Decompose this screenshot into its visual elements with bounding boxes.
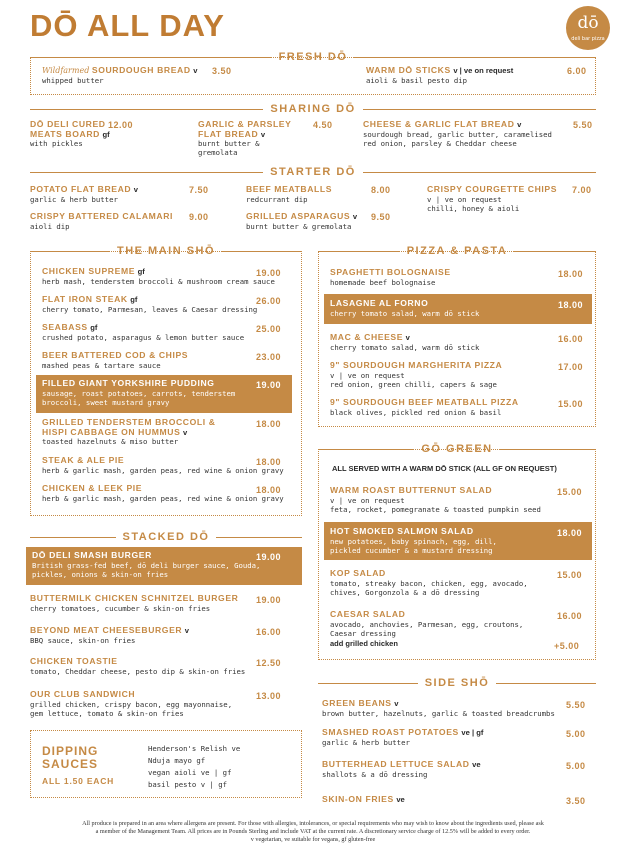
- menu-item: BEER BATTERED COD & CHIPS mashed peas & tartare sauce: [42, 350, 189, 370]
- section-heading-side: SIDE SHŌ: [318, 676, 596, 690]
- menu-item: GRILLED TENDERSTEM BROCCOLI & HISPI CABBAGE ON HUMMUS v toasted hazelnuts & miso butter: [42, 417, 216, 446]
- section-heading-green: GŌ GREEN: [318, 442, 596, 456]
- item-price: 19.00: [256, 380, 282, 390]
- item-price: 16.00: [557, 611, 583, 621]
- item-price: 15.00: [557, 570, 583, 580]
- dip-item: Henderson's Relish ve: [148, 744, 241, 753]
- item-price: 15.00: [558, 399, 584, 409]
- item-price: 7.50: [189, 185, 209, 195]
- menu-item: OUR CLUB SANDWICH grilled chicken, crispy bacon, egg mayonnaise, gem lettuce, tomato & skin-on fries: [30, 689, 233, 718]
- menu-item: STEAK & ALE PIE herb & garlic mash, garden peas, red wine & onion gravy: [42, 455, 284, 475]
- item-price: 12.50: [256, 658, 282, 668]
- menu-item: SMASHED ROAST POTATOES ve | gf garlic & herb butter: [322, 727, 484, 747]
- menu-item: KOP SALAD tomato, streaky bacon, chicken, egg, avocado, chives, Gorgonzola & a dō dressing: [330, 568, 528, 597]
- section-heading-stacked: STACKED DŌ: [30, 530, 302, 544]
- dip-item: Nduja mayo gf: [148, 756, 206, 765]
- item-price: 9.50: [371, 212, 391, 222]
- menu-title: DŌ ALL DAY: [30, 8, 225, 43]
- menu-item: CHEESE & GARLIC FLAT BREAD v sourdough bread, garlic butter, caramelised red onion, parsley & Cheddar cheese: [363, 119, 552, 148]
- item-price: 7.00: [572, 185, 592, 195]
- item-price: 16.00: [558, 334, 584, 344]
- menu-item: CHICKEN SUPREME gf herb mash, tenderstem broccoli & mushroom cream sauce: [42, 266, 275, 286]
- item-price: 18.00: [558, 269, 584, 279]
- dipping-list: [148, 743, 240, 791]
- dipping-price: ALL 1.50 EACH: [42, 776, 115, 786]
- item-price: 15.00: [557, 487, 583, 497]
- item-price: 12.00: [108, 120, 134, 130]
- menu-item: MAC & CHEESE v cherry tomato salad, warm dō stick: [330, 332, 480, 352]
- menu-item: Wildfarmed SOURDOUGH BREAD v whipped butter: [42, 65, 198, 85]
- section-heading-pizza: PIZZA & PASTA: [318, 244, 596, 258]
- dip-item: basil pesto v | gf: [148, 780, 228, 789]
- item-price: 16.00: [256, 627, 282, 637]
- item-price: 19.00: [256, 595, 282, 605]
- menu-item: SPAGHETTI BOLOGNAISE homemade beef bolognaise: [330, 267, 451, 287]
- item-price: 17.00: [558, 362, 584, 372]
- item-price: 3.50: [212, 66, 232, 76]
- item-price: 19.00: [256, 552, 282, 562]
- item-price: 26.00: [256, 296, 282, 306]
- menu-item: 9" SOURDOUGH MARGHERITA PIZZA v | ve on request red onion, green chilli, capers & sage: [330, 360, 503, 389]
- highlighted-item: DŌ DELI SMASH BURGER British grass-fed beef, dō deli burger sauce, Gouda, pickles, onions & skin-on fries 19.00: [26, 547, 302, 585]
- menu-item: CRISPY COURGETTE CHIPS v | ve on request chilli, honey & aioli: [427, 184, 558, 213]
- menu-item: 9" SOURDOUGH BEEF MEATBALL PIZZA black olives, pickled red onion & basil: [330, 397, 519, 417]
- item-price: 5.50: [566, 700, 586, 710]
- item-price: 18.00: [256, 485, 282, 495]
- menu-item: WARM ROAST BUTTERNUT SALAD v | ve on request feta, rocket, pomegranate & toasted pumpkin seed: [330, 485, 541, 514]
- item-price: 5.00: [566, 761, 586, 771]
- menu-item: GARLIC & PARSLEY FLAT BREAD v burnt butter & gremolata: [198, 119, 292, 157]
- menu-item: CHICKEN TOASTIE tomato, Cheddar cheese, pesto dip & skin-on fries: [30, 656, 246, 676]
- section-heading-fresh: FRESH DŌ: [30, 50, 596, 64]
- brand-logo: [566, 6, 610, 50]
- item-price: 3.50: [566, 796, 586, 806]
- section-heading-sharing: SHARING DŌ: [30, 102, 596, 116]
- dipping-heading: DIPPING SAUCES: [42, 744, 99, 771]
- menu-item: FLAT IRON STEAK gf cherry tomato, Parmesan, leaves & Caesar dressing: [42, 294, 258, 314]
- item-price: 18.00: [256, 457, 282, 467]
- menu-item: BUTTERHEAD LETTUCE SALAD ve shallots & a dō dressing: [322, 759, 481, 779]
- item-price: 18.00: [557, 528, 583, 538]
- menu-item: BEYOND MEAT CHEESEBURGER v BBQ sauce, skin-on fries: [30, 625, 190, 645]
- menu-item: POTATO FLAT BREAD v garlic & herb butter: [30, 184, 139, 204]
- item-price: 13.00: [256, 691, 282, 701]
- item-price: 18.00: [256, 419, 282, 429]
- item-price: 8.00: [371, 185, 391, 195]
- item-price: 6.00: [567, 66, 587, 76]
- menu-item: GREEN BEANS v brown butter, hazelnuts, garlic & toasted breadcrumbs: [322, 698, 555, 718]
- menu-item: DŌ DELI CURED MEATS BOARD gf with pickles: [30, 119, 110, 148]
- highlighted-item: LASAGNE AL FORNO cherry tomato salad, warm dō stick 18.00: [324, 294, 592, 324]
- green-note: ALL SERVED WITH A WARM DŌ STICK (ALL GF ON REQUEST): [332, 464, 557, 473]
- item-price: 23.00: [256, 352, 282, 362]
- menu-item: CHICKEN & LEEK PIE herb & garlic mash, garden peas, red wine & onion gravy: [42, 483, 284, 503]
- highlighted-item: FILLED GIANT YORKSHIRE PUDDING sausage, roast potatoes, carrots, tenderstem broccoli, sweet mustard gravy 19.00: [36, 375, 292, 413]
- section-heading-starter: STARTER DŌ: [30, 165, 596, 179]
- highlighted-item: HOT SMOKED SALMON SALAD new potatoes, baby spinach, egg, dill, pickled cucumber & a mustard dressing 18.00: [324, 522, 592, 560]
- footer-notes: All produce is prepared in an area where allergens are present. For those with allergies, intolerances, or special requirements who may wish to know about the ingredients used, please ask a member of the Management Team. All prices are in Pounds Sterling and include VAT at the current rate. A discretionary service charge of 12.5% will be added to every order. v vegetarian, ve suitable for vegans, gf gluten-free: [82, 820, 544, 843]
- item-price: 9.00: [189, 212, 209, 222]
- item-price: 25.00: [256, 324, 282, 334]
- item-price: 4.50: [313, 120, 333, 130]
- item-price: 5.00: [566, 729, 586, 739]
- item-price: +5.00: [554, 641, 580, 651]
- menu-item: CRISPY BATTERED CALAMARI aioli dip: [30, 211, 173, 231]
- item-price: 18.00: [558, 300, 584, 310]
- dip-item: vegan aioli ve | gf: [148, 768, 232, 777]
- menu-item: CAESAR SALAD avocado, anchovies, Parmesan, egg, croutons, Caesar dressing add grilled chicken: [330, 609, 524, 648]
- section-heading-main: THE MAIN SHŌ: [30, 244, 302, 258]
- item-price: 19.00: [256, 268, 282, 278]
- logo-mark: dō: [577, 13, 599, 33]
- menu-item: WARM DŌ STICKS v | ve on request aioli & basil pesto dip: [366, 65, 514, 85]
- menu-item: SKIN-ON FRIES ve: [322, 794, 405, 804]
- menu-item: GRILLED ASPARAGUS v burnt butter & gremolata: [246, 211, 358, 231]
- menu-item: BEEF MEATBALLS redcurrant dip: [246, 184, 333, 204]
- logo-tagline: deli bar pizza: [571, 36, 605, 42]
- item-price: 5.50: [573, 120, 593, 130]
- menu-item: SEABASS gf crushed potato, asparagus & lemon butter sauce: [42, 322, 245, 342]
- menu-item: BUTTERMILK CHICKEN SCHNITZEL BURGER cherry tomatoes, cucumber & skin-on fries: [30, 593, 239, 613]
